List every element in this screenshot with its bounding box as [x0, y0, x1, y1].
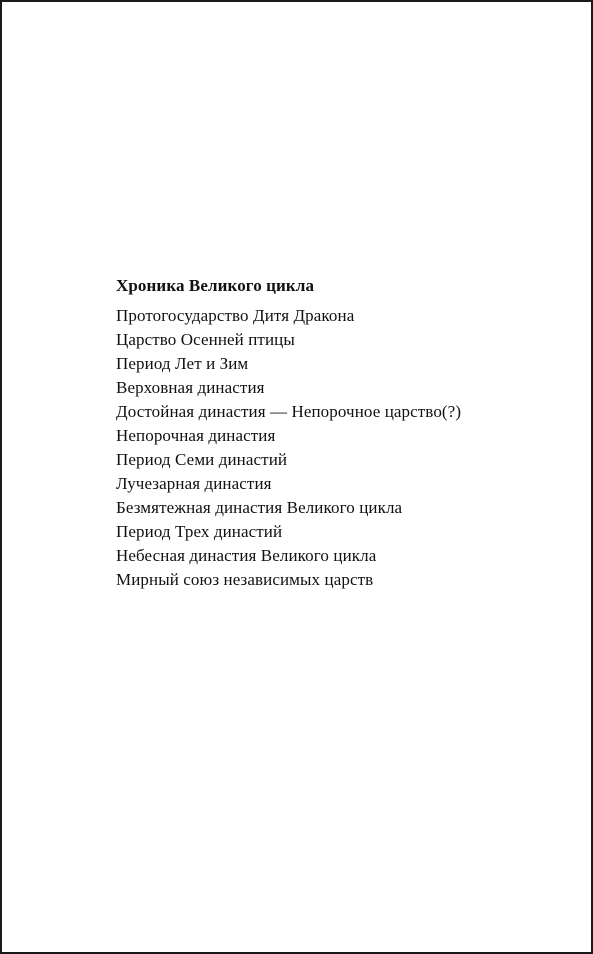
chronicle-title: Хроника Великого цикла	[116, 276, 315, 295]
chronicle-section	[116, 274, 576, 592]
chronicle-item-12: Мирный союз независимых царств	[116, 570, 374, 589]
chronicle-item-11: Небесная династия Великого цикла	[116, 546, 377, 565]
chronicle-item-2: Царство Осенней птицы	[116, 330, 295, 349]
chronicle-item-9: Безмятежная династия Великого цикла	[116, 498, 403, 517]
chronicle-item-10: Период Трех династий	[116, 522, 283, 541]
chronicle-item-7: Период Семи династий	[116, 450, 288, 469]
chronicle-item-4: Верховная династия	[116, 378, 265, 397]
chronicle-list	[116, 304, 576, 592]
chronicle-item-1: Протогосударство Дитя Дракона	[116, 306, 355, 325]
chronicle-item-6: Непорочная династия	[116, 426, 276, 445]
chronicle-item-3: Период Лет и Зим	[116, 354, 249, 373]
chronicle-item-5: Достойная династия — Непорочное царство(?)	[116, 402, 462, 421]
chronicle-item-8: Лучезарная династия	[116, 474, 272, 493]
